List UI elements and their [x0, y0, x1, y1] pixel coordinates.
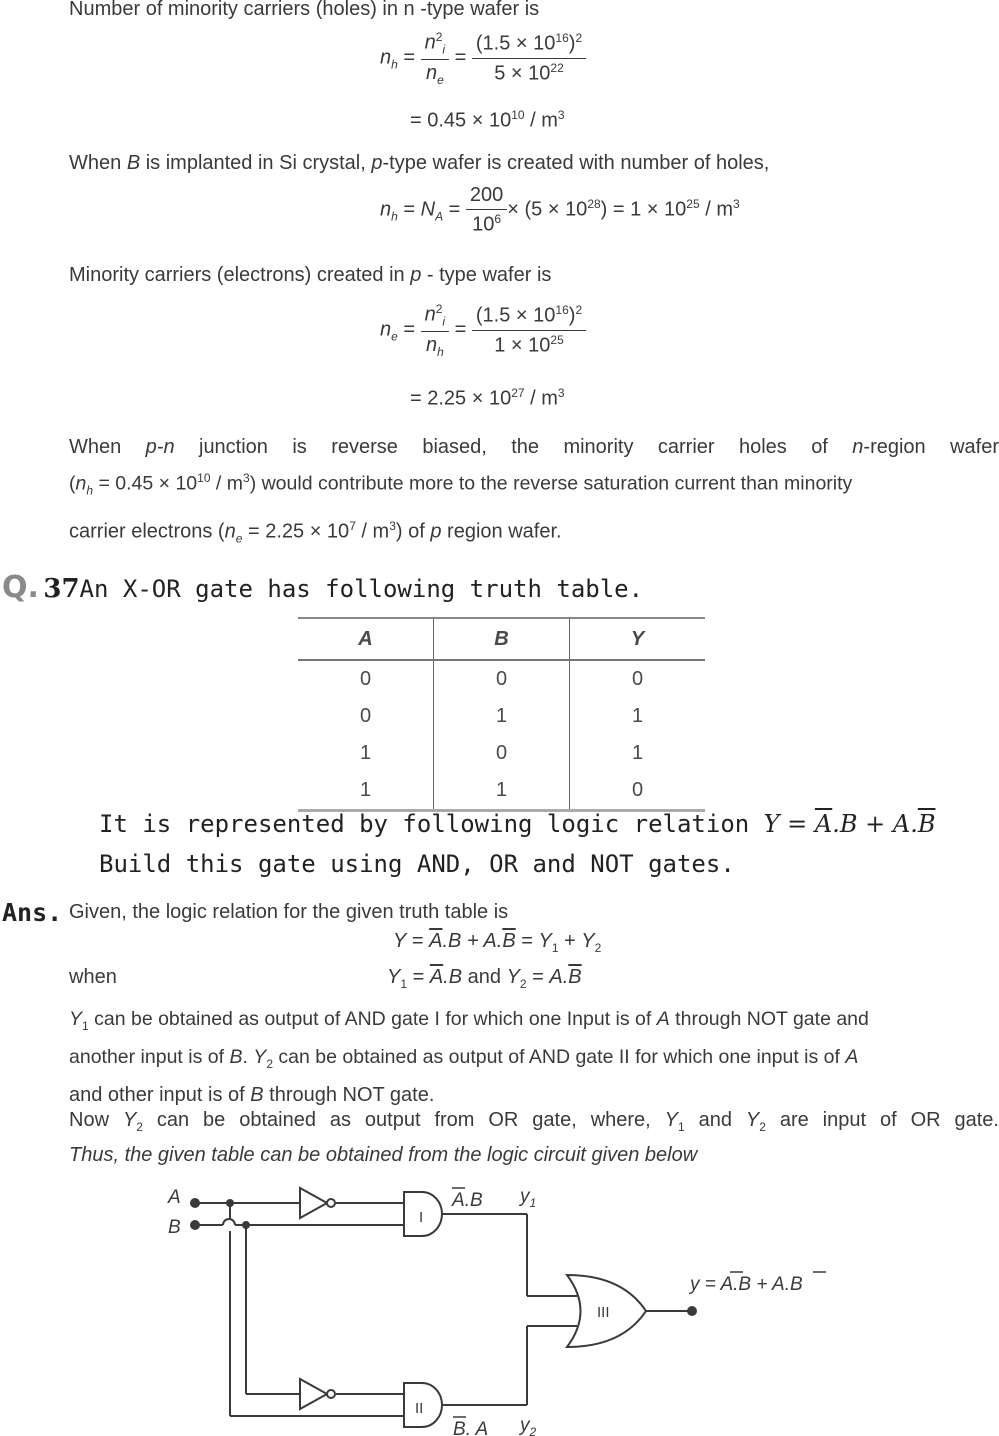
question-37-heading: [2, 570, 643, 605]
label-y1: $y_1$: [520, 1186, 537, 1210]
terminal-a: [190, 1198, 200, 1208]
table-row: 0 0 0: [298, 660, 705, 698]
not-gate-2: [300, 1379, 335, 1409]
label-abar-b: A.B: [452, 1190, 483, 1211]
equation-nh-minority: $n_h$ = $\frac{n^2_i}{n_e}$ = $\frac{(1.5 \times 10^{16})^2}{5 \times 10^{22}}$: [380, 30, 586, 87]
answer-label: Ans.: [2, 898, 63, 927]
label-and-2: II: [415, 1400, 424, 1417]
question-number: 37: [43, 574, 80, 604]
table-row: 0 1 1: [298, 698, 705, 735]
not-gate-1: [300, 1188, 335, 1218]
answer-equation-1: $Y = \overline{A}.B + A.\overline{B} = Y_1 + Y_2$: [393, 930, 602, 955]
label-input-a: A: [168, 1187, 181, 1208]
table-row: 1 0 1: [298, 735, 705, 772]
label-input-b: B: [168, 1217, 181, 1238]
minority-electrons-intro: Minority carriers (electrons) created in p - type wafer is: [69, 264, 552, 286]
equation-ne-minority: $n_e$ = $\frac{n^2_i}{n_h}$ = $\frac{(1.5 \times 10^{16})^2}{1 \times 10^{25}}$: [380, 302, 586, 359]
label-and-1: I: [419, 1209, 424, 1226]
header-a: A: [298, 619, 434, 660]
result-ne-minority: = $2.25 \times 10^{27} / m^3$: [410, 386, 565, 410]
header-b: B: [434, 619, 570, 660]
build-gate-instruction: Build this gate using AND, OR and NOT gates.: [99, 850, 735, 878]
boron-implant-text: When B is implanted in Si crystal, p-type wafer is created with number of holes,: [69, 152, 770, 174]
header-y: Y: [570, 619, 706, 660]
xor-logic-circuit: [0, 1170, 999, 1436]
label-or-3: III: [597, 1304, 610, 1321]
question-mark: Q.: [2, 570, 39, 605]
label-output-expression: y = A.B + A.B: [690, 1274, 803, 1295]
answer-equation-2: $Y_1 = \overline{A}.B$ and $Y_2 = A.\overline{B}$: [387, 966, 582, 991]
answer-paragraph-1: $Y_1$ can be obtained as output of AND gate I for which one Input is of A through NOT gate and another input is of B. $Y_2$ can be obtained as output of AND gate II for which one input is of A and other input is of B through NOT gate.: [69, 1008, 869, 1106]
answer-paragraph-2: Now $Y_2$ can be obtained as output from OR gate, where, $Y_1$ and $Y_2$ are input of OR gate. Thus, the given table can be obtained from the logic circuit given below: [69, 1109, 999, 1166]
terminal-b: [190, 1220, 200, 1230]
junction-a: [226, 1199, 234, 1207]
equation-nh-na: $n_h = N_A$ = $\frac{200}{10^6}$ × $(5 \times 10^{28}) = 1 \times 10^{25} / m^3$: [380, 184, 740, 236]
intro-minority-holes: Number of minority carriers (holes) in n -type wafer is: [69, 0, 540, 20]
table-row: 1 1 0: [298, 772, 705, 809]
question-text: An X-OR gate has following truth table.: [79, 575, 644, 603]
reverse-bias-conclusion: When p-n junction is reverse biased, the minority carrier holes of n-region wafer $(n_h = 0.45 \times 10^{10} / m^3)$ would contribute more to the reverse saturation current than minority carrier electrons $(n_e = 2.25 \times 10^7 / m^3)$ of p region wafer.: [69, 436, 999, 547]
circuit-labels: [167, 1186, 826, 1436]
label-bbar-a: B. A: [453, 1419, 489, 1436]
truth-table: [298, 617, 705, 812]
answer-given: Given, the logic relation for the given truth table is: [69, 901, 509, 923]
terminal-y: [687, 1306, 697, 1316]
junction-b: [242, 1221, 250, 1229]
result-nh-minority: = $0.45 \times 10^{10} / m^3$: [410, 108, 565, 132]
truth-table-header: [298, 619, 705, 660]
label-y2: $y_2$: [520, 1415, 537, 1436]
logic-relation-line: It is represented by following logic relation $Y = \overline{A}.B + A.\overline{B}$: [99, 810, 936, 838]
when-label: when: [69, 966, 117, 988]
